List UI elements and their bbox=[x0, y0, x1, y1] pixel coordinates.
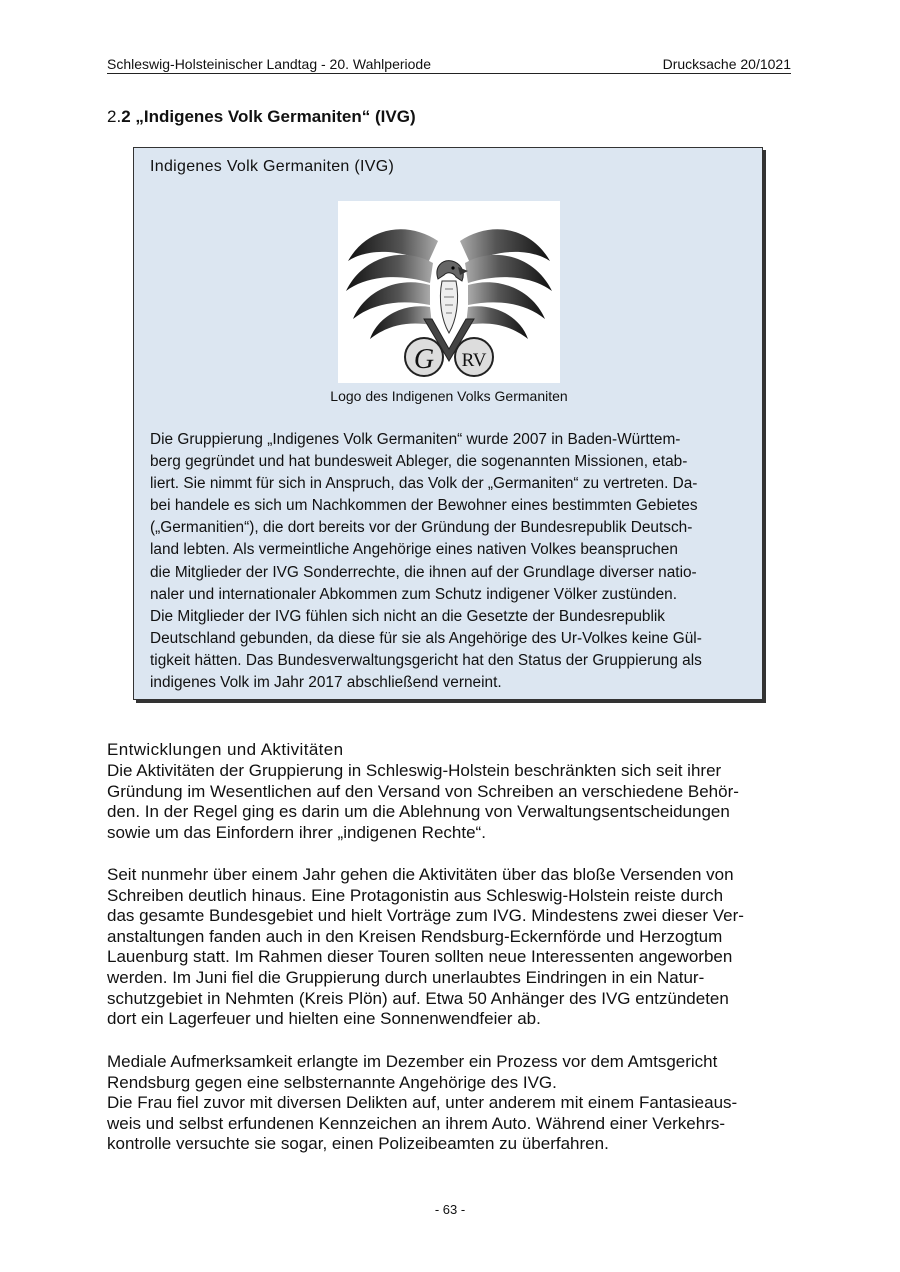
page-header bbox=[107, 56, 791, 74]
text-line: Die Gruppierung „Indigenes Volk Germaniten“ wurde 2007 in Baden-Württem- bbox=[150, 431, 681, 448]
text-line: liert. Sie nimmt für sich in Anspruch, das Volk der „Germaniten“ zu vertreten. Da- bbox=[150, 475, 698, 493]
text-line: kontrolle versuchte sie sogar, einen Polizeibeamten zu überfahren. bbox=[107, 1134, 609, 1154]
info-box-text bbox=[150, 429, 750, 694]
text-line: Rendsburg gegen eine selbsternannte Angehörige des IVG. bbox=[107, 1072, 557, 1092]
subheading: Entwicklungen und Aktivitäten bbox=[107, 740, 344, 759]
text-line: werden. Im Juni fiel die Gruppierung durch unerlaubtes Eindringen in ein Natur- bbox=[107, 967, 705, 987]
text-line: bei handele es sich um Nachkommen der Bewohner eines bestimmten Gebietes bbox=[150, 497, 698, 515]
eagle-right-wing bbox=[460, 229, 552, 339]
text-line: anstaltungen fanden auch in den Kreisen Rendsburg-Eckernförde und Herzogtum bbox=[107, 926, 723, 946]
info-box-title: Indigenes Volk Germaniten (IVG) bbox=[150, 158, 395, 175]
section-title bbox=[107, 106, 416, 128]
logo-caption: Logo des Indigenen Volks Germaniten bbox=[330, 388, 568, 404]
paragraph-1 bbox=[107, 761, 797, 843]
text-line: indigenes Volk im Jahr 2017 abschließend verneint. bbox=[150, 674, 502, 692]
eagle-head bbox=[437, 261, 468, 333]
paragraph-2 bbox=[107, 865, 797, 1030]
section-number: 2. bbox=[107, 107, 122, 126]
text-line: Deutschland gebunden, da diese für sie als Angehörige des Ur-Volkes keine Gül- bbox=[150, 629, 702, 647]
text-line: den. In der Regel ging es darin um die Ablehnung von Verwaltungsentscheidungen bbox=[107, 802, 730, 822]
text-line: schutzgebiet in Nehmten (Kreis Plön) auf. Etwa 50 Anhänger des IVG entzündeten bbox=[107, 988, 729, 1008]
letter-g-emblem bbox=[405, 338, 443, 376]
page-number: - 63 - bbox=[434, 1202, 466, 1217]
text-line: sowie um das Einfordern ihrer „indigenen Rechte“. bbox=[107, 822, 486, 842]
svg-text:G: G bbox=[413, 344, 435, 375]
text-line: Schreiben deutlich hinaus. Eine Protagonistin aus Schleswig-Holstein reiste durch bbox=[107, 885, 724, 905]
header-left: Schleswig-Holsteinischer Landtag - 20. Wahlperiode bbox=[107, 56, 431, 72]
text-line: die Mitglieder der IVG Sonderrechte, die ihnen auf der Grundlage diverser natio- bbox=[150, 563, 697, 581]
eagle-left-wing bbox=[346, 229, 438, 339]
section-heading: 2 „Indigenes Volk Germaniten“ (IVG) bbox=[121, 107, 416, 126]
text-line: naler und internationaler Abkommen zum Schutz indigener Völker zustünden. bbox=[150, 585, 678, 603]
text-line: das gesamte Bundesgebiet und hielt Vorträge zum IVG. Mindestens zwei dieser Ver- bbox=[107, 906, 744, 926]
svg-text:RV: RV bbox=[461, 350, 487, 371]
text-line: Seit nunmehr über einem Jahr gehen die Aktivitäten über das bloße Versenden von bbox=[107, 865, 734, 884]
ivg-logo-image bbox=[338, 201, 560, 383]
text-line: tigkeit hätten. Das Bundesverwaltungsgericht hat den Status der Gruppierung als bbox=[150, 651, 702, 669]
text-line: Die Mitglieder der IVG fühlen sich nicht an die Gesetzte der Bundesrepublik bbox=[150, 607, 666, 625]
text-line: Gründung im Wesentlichen auf den Versand von Schreiben an verschiedene Behör- bbox=[107, 781, 739, 801]
text-line: dort ein Lagerfeuer und hielten eine Sonnenwendfeier ab. bbox=[107, 1009, 541, 1029]
text-line: Lauenburg statt. Im Rahmen dieser Touren sollten neue Interessenten angeworben bbox=[107, 947, 733, 967]
text-line: land lebten. Als vermeintliche Angehörige eines nativen Volkes beanspruchen bbox=[150, 541, 678, 559]
header-right: Drucksache 20/1021 bbox=[662, 56, 791, 72]
text-line: weis und selbst erfundenen Kennzeichen an ihrem Auto. Während einer Verkehrs- bbox=[107, 1113, 726, 1133]
text-line: berg gegründet und hat bundesweit Ableger, die sogenannten Missionen, etab- bbox=[150, 453, 688, 471]
letters-rv-emblem bbox=[455, 338, 493, 376]
paragraph-3 bbox=[107, 1052, 797, 1155]
text-line: Mediale Aufmerksamkeit erlangte im Dezember ein Prozess vor dem Amtsgericht bbox=[107, 1052, 718, 1071]
text-line: Die Frau fiel zuvor mit diversen Delikten auf, unter anderem mit einem Fantasieaus- bbox=[107, 1093, 738, 1113]
text-line: Die Aktivitäten der Gruppierung in Schleswig-Holstein beschränkten sich seit ihrer bbox=[107, 761, 722, 780]
text-line: („Germanitien“), die dort bereits vor der Gründung der Bundesrepublik Deutsch- bbox=[150, 519, 693, 537]
info-box bbox=[133, 147, 763, 700]
